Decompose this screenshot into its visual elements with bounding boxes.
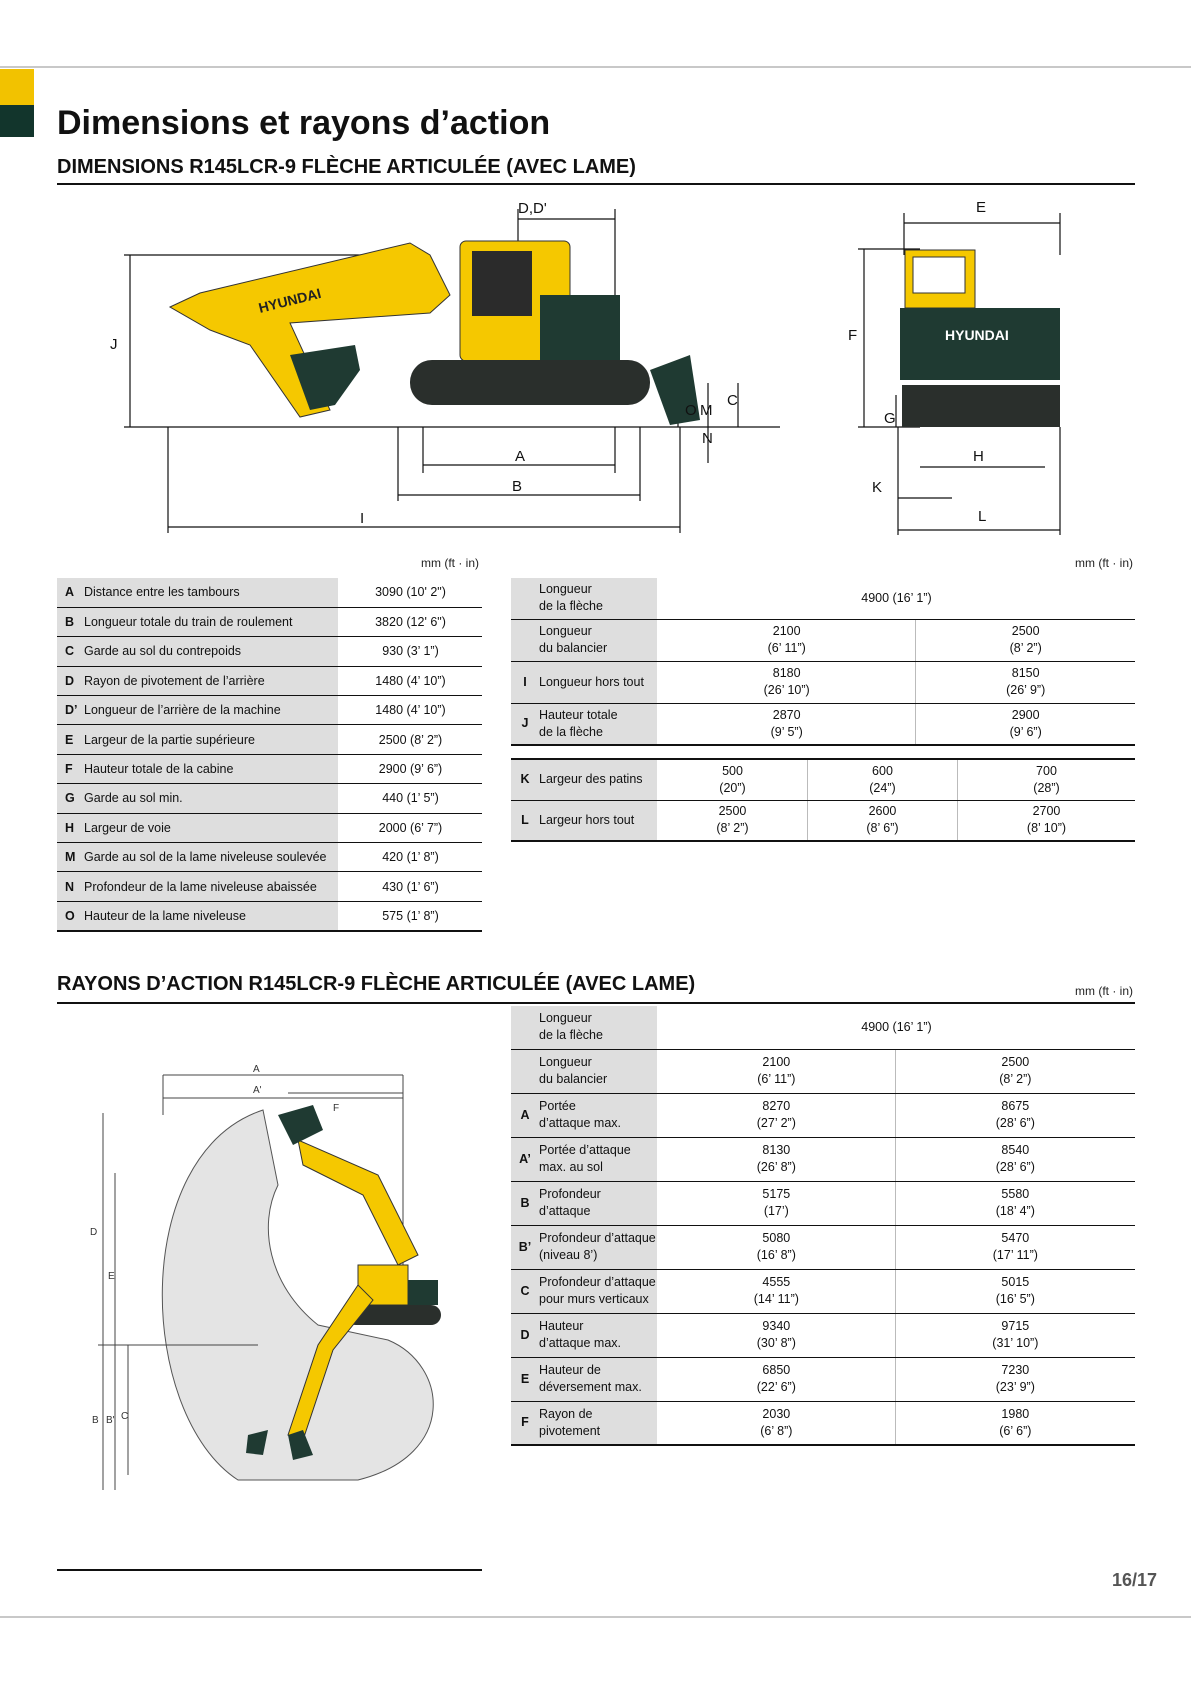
section-title-reach: RAYONS D’ACTION R145LCR-9 FLÈCHE ARTICULÉE (AVEC LAME) [57,973,696,995]
accent-yellow-block [0,69,34,105]
front-brand-text: HYUNDAI [945,327,1009,343]
dimensions-table [57,578,482,932]
reach-label-B-prime: B' [106,1415,115,1426]
reach-label-D: D [90,1227,98,1238]
reach-label-F: F [333,1103,340,1114]
table-row: F Hauteur totale de la cabine 2900 (9’ 6”) [57,754,482,783]
table-row: G Garde au sol min. 440 (1’ 5”) [57,784,482,813]
section-rule [57,183,1135,185]
table-row: C Garde au sol du contrepoids 930 (3’ 1”) [57,637,482,666]
reach-label-E: E [108,1271,115,1282]
reach-diagram [88,1035,488,1505]
reach-label-A-prime: A' [253,1085,262,1096]
table-row: B’Profondeur d’attaque (niveau 8’) 5080 (16’ 8”) 5470 (17’ 11”) [511,1225,1135,1269]
table-row: EHauteur de déversement max. 6850 (22’ 6”) 7230 (23’ 9”) [511,1357,1135,1401]
label-E: E [976,199,987,216]
table-row: D’ Longueur de l’arrière de la machine 1480 (4’ 10”) [57,696,482,725]
table-row: B Longueur totale du train de roulement 3820 (12' 6") [57,607,482,636]
bottom-left-rule [57,1569,482,1571]
reach-label-C: C [121,1411,129,1422]
reach-label-B: B [92,1415,99,1426]
label-F: F [848,327,858,344]
label-N: N [702,430,713,447]
table-row: CProfondeur d’attaque pour murs verticaux 4555 (14’ 11”) 5015 (16’ 5”) [511,1269,1135,1313]
table-row: M Garde au sol de la lame niveleuse soulevée 420 (1’ 8”) [57,843,482,872]
shoe-table [511,758,1135,842]
unit-label-left: mm (ft · in) [421,556,479,570]
table-row: K Largeur des patins 500 (20”) 600 (24”) 700 (28”) [511,759,1135,800]
label-L: L [978,508,987,525]
side-view-figure [110,195,790,535]
label-C: C [727,392,738,409]
label-J: J [110,336,118,353]
page-title: Dimensions et rayons d’action [57,104,551,142]
table-row: O Hauteur de la lame niveleuse 575 (1’ 8”) [57,901,482,930]
label-A: A [515,448,526,465]
label-G: G [884,410,896,427]
table-row: L Largeur hors tout 2500 (8’ 2”) 2600 (8’ 6”) 2700 (8’ 10”) [511,800,1135,841]
label-K: K [872,479,883,496]
reach-label-A: A [253,1064,260,1075]
table-row: APortée d’attaque max. 8270 (27’ 2”) 8675 (28’ 6”) [511,1093,1135,1137]
table-row: I Longueur hors tout 8180 (26’ 10”) 8150 (26’ 9”) [511,661,1135,703]
table-row: DHauteur d’attaque max. 9340 (30’ 8”) 9715 (31’ 10”) [511,1313,1135,1357]
label-B: B [512,478,523,495]
boom-table [511,578,1135,746]
section-rule [57,1002,1135,1004]
bottom-rule [0,1616,1191,1618]
label-DD: D,D' [518,200,547,217]
unit-label-reach: mm (ft · in) [1075,984,1133,998]
page-number: 16/17 [1111,1570,1157,1590]
table-row: FRayon de pivotement 2030 (6’ 8”) 1980 (6’ 6”) [511,1401,1135,1445]
table-row: Longueur du balancier 2100 (6’ 11”) 2500 (8’ 2”) [511,1049,1135,1093]
label-I: I [360,510,365,527]
boom-brand-text: HYUNDAI [256,284,323,316]
table-row: Longueur de la flèche 4900 (16’ 1”) [511,578,1135,619]
label-M: M [700,402,713,419]
table-row: E Largeur de la partie supérieure 2500 (8’ 2”) [57,725,482,754]
table-row: JHauteur totale de la flèche 2870 (9’ 5”) 2900 (9’ 6”) [511,703,1135,745]
accent-green-block [0,105,34,137]
table-row: N Profondeur de la lame niveleuse abaissée 430 (1’ 6”) [57,872,482,901]
table-row: A Distance entre les tambours 3090 (10' 2") [57,578,482,607]
front-view-figure [840,195,1090,535]
table-row: Longueur du balancier 2100 (6’ 11”) 2500 (8’ 2”) [511,619,1135,661]
table-row: A’Portée d’attaque max. au sol 8130 (26’ 8”) 8540 (28’ 6”) [511,1137,1135,1181]
unit-label-right: mm (ft · in) [1075,556,1133,570]
label-H: H [973,448,984,465]
table-row: Longueur de la flèche 4900 (16’ 1”) [511,1006,1135,1049]
table-row: H Largeur de voie 2000 (6’ 7”) [57,813,482,842]
label-O: O [685,402,697,419]
reach-table [511,1006,1135,1446]
top-rule [0,66,1191,68]
table-row: BProfondeur d’attaque 5175 (17’) 5580 (18’ 4”) [511,1181,1135,1225]
section-title-dimensions: DIMENSIONS R145LCR-9 FLÈCHE ARTICULÉE (AVEC LAME) [57,156,636,178]
table-row: D Rayon de pivotement de l’arrière 1480 (4’ 10”) [57,666,482,695]
